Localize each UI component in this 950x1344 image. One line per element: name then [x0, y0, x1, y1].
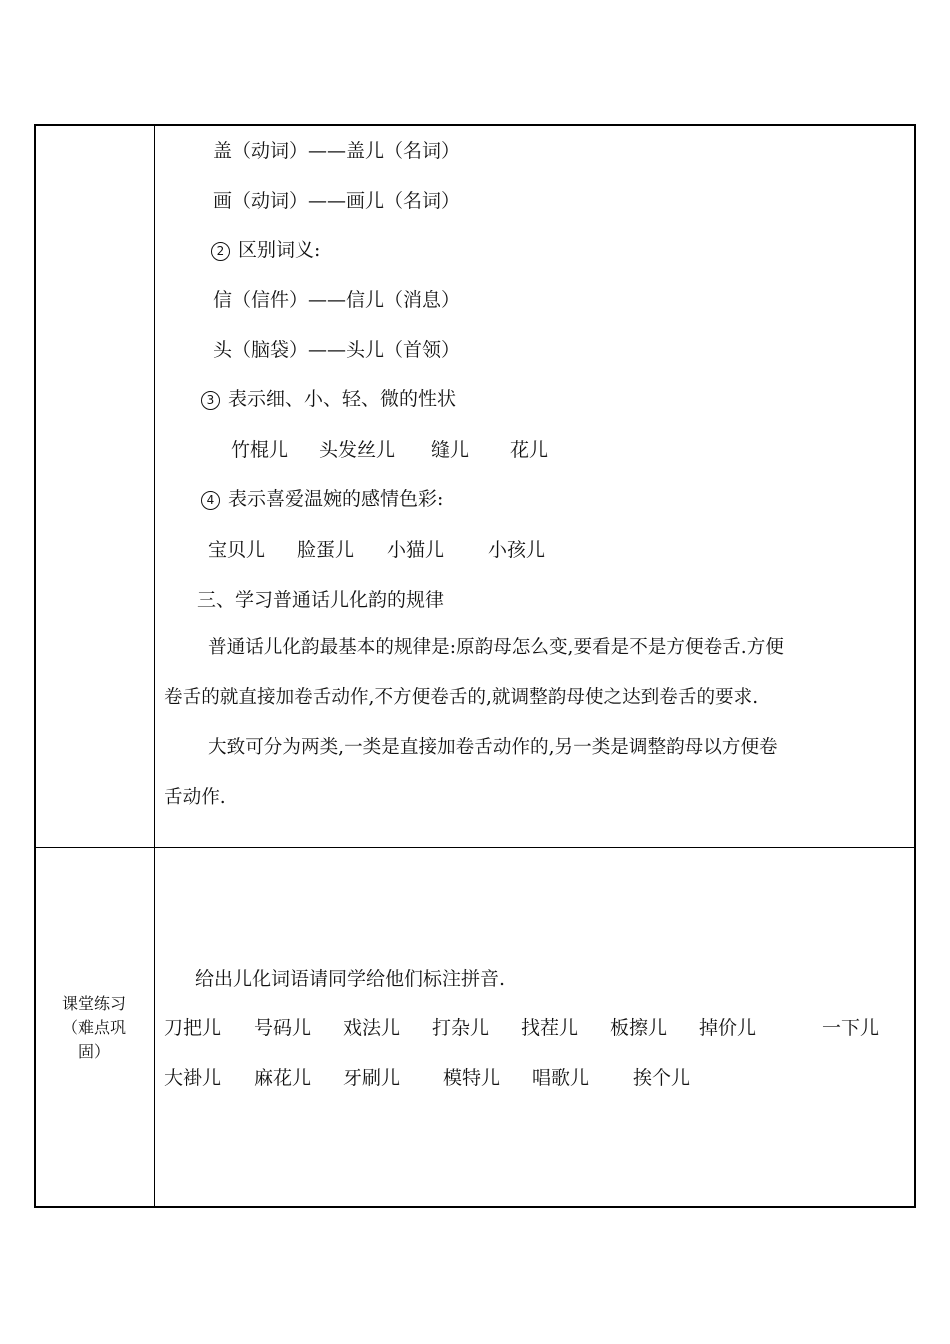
example-word: 小孩儿 [488, 539, 546, 561]
example-word: 花儿 [510, 439, 549, 461]
circled-number-2: 2 [211, 242, 230, 261]
paragraph-2-line-2: 舌动作. [164, 787, 226, 808]
lesson-table [34, 124, 916, 1208]
practice-label-line-1: 课堂练习 [61, 994, 126, 1013]
point-4-text: 表示喜爱温婉的感情色彩: [228, 488, 444, 510]
example-word: 头发丝儿 [319, 439, 396, 461]
point-3-text: 表示细、小、轻、微的性状 [228, 388, 457, 410]
practice-word: 牙刷儿 [343, 1067, 401, 1089]
paragraph-1-line-1: 普通话儿化韵最基本的规律是:原韵母怎么变,要看是不是方便卷舌.方便 [208, 637, 784, 658]
practice-word: 板擦儿 [610, 1017, 668, 1039]
practice-word: 挨个儿 [633, 1067, 691, 1089]
practice-word: 大褂儿 [164, 1067, 222, 1089]
example-line-xin: 信（信件）——信儿（消息） [213, 289, 461, 311]
example-word: 小猫儿 [387, 539, 445, 561]
example-word: 脸蛋儿 [297, 539, 355, 561]
column-divider [154, 126, 155, 1206]
section-three-heading: 三、学习普通话儿化韵的规律 [197, 589, 445, 611]
practice-word: 一下儿 [822, 1017, 880, 1039]
example-word: 竹棍儿 [231, 439, 289, 461]
example-line-hua: 画（动词）——画儿（名词） [213, 190, 461, 212]
practice-label [42, 992, 146, 1064]
row-divider [36, 847, 914, 848]
point-3-heading [201, 387, 456, 411]
practice-label-line-3: 固） [77, 1042, 110, 1061]
example-word: 缝儿 [431, 439, 470, 461]
practice-word: 戏法儿 [343, 1017, 401, 1039]
practice-word: 刀把儿 [164, 1017, 222, 1039]
example-word: 宝贝儿 [208, 539, 266, 561]
practice-word: 打杂儿 [432, 1017, 490, 1039]
example-line-tou: 头（脑袋）——头儿（首领） [213, 339, 461, 361]
practice-word: 唱歌儿 [532, 1067, 590, 1089]
example-line-gai: 盖（动词）——盖儿（名词） [213, 140, 461, 162]
paragraph-1-line-2: 卷舌的就直接加卷舌动作,不方便卷舌的,就调整韵母使之达到卷舌的要求. [164, 687, 759, 708]
circled-number-3: 3 [201, 391, 220, 410]
point-2-text: 区别词义: [238, 239, 321, 261]
practice-instruction: 给出儿化词语请同学给他们标注拼音. [195, 968, 506, 990]
circled-number-4: 4 [201, 491, 220, 510]
point-2-heading [211, 238, 320, 262]
practice-word: 号码儿 [254, 1017, 312, 1039]
practice-word: 麻花儿 [254, 1067, 312, 1089]
practice-word: 找茬儿 [521, 1017, 579, 1039]
practice-label-line-2: （难点巩 [61, 1018, 126, 1037]
practice-word: 模特儿 [443, 1067, 501, 1089]
point-4-heading [201, 487, 443, 511]
paragraph-2-line-1: 大致可分为两类,一类是直接加卷舌动作的,另一类是调整韵母以方便卷 [208, 737, 778, 758]
practice-word: 掉价儿 [699, 1017, 757, 1039]
